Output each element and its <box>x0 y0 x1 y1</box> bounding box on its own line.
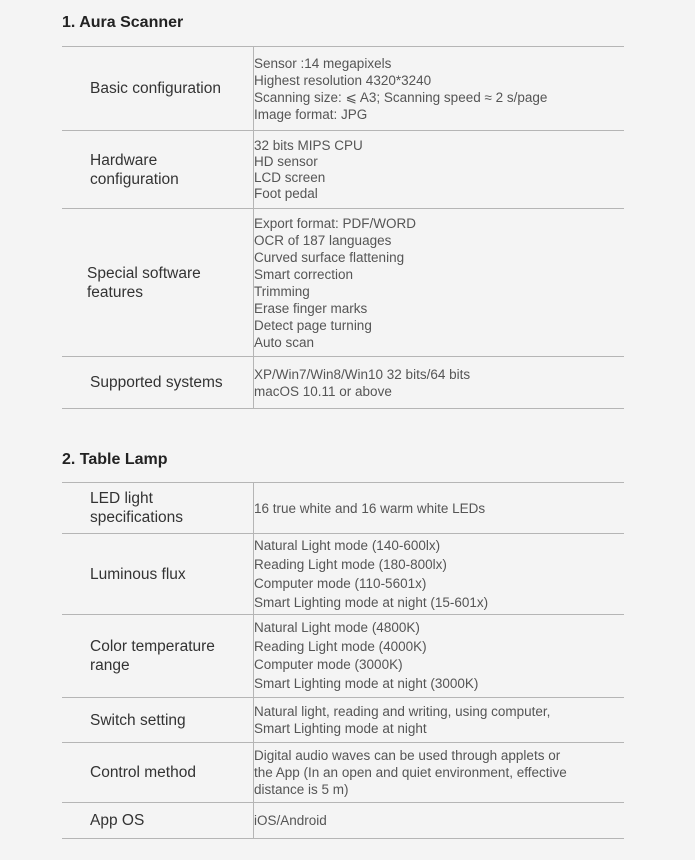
spec-value-cell <box>254 483 625 534</box>
spec-row <box>62 209 624 357</box>
spec-label-cell <box>62 47 254 131</box>
spec-label-cell <box>62 483 254 534</box>
spec-value-cell <box>254 534 625 615</box>
spec-value-line: LCD screen <box>254 169 326 185</box>
spec-label: Basic configuration <box>90 80 221 97</box>
spec-label: Hardware configuration <box>90 151 179 188</box>
spec-row <box>62 803 624 839</box>
spec-value-line: 16 true white and 16 warm white LEDs <box>254 500 486 516</box>
spec-value-line: Detect page turning <box>254 317 372 333</box>
spec-value-line: OCR of 187 languages <box>254 232 392 248</box>
spec-label: Luminous flux <box>90 565 186 583</box>
spec-value-line: Digital audio waves can be used through applets or <box>254 748 561 763</box>
spec-value-line: Computer mode (110-5601x) <box>254 576 427 591</box>
spec-label-cell <box>62 131 254 209</box>
spec-value-line: XP/Win7/Win8/Win10 32 bits/64 bits <box>254 366 471 382</box>
section-title-lamp: 2. Table Lamp <box>62 451 168 468</box>
spec-row <box>62 357 624 409</box>
spec-value-line: Sensor :14 megapixels <box>254 55 392 71</box>
spec-label: Color temperature range <box>90 638 215 674</box>
spec-value-cell <box>254 698 625 743</box>
spec-value-line: Natural Light mode (4800K) <box>254 620 420 635</box>
spec-value-line: Smart correction <box>254 266 354 282</box>
spec-value-line: distance is 5 m) <box>254 782 349 797</box>
spec-value-line: iOS/Android <box>254 813 327 828</box>
spec-value-cell <box>254 743 625 803</box>
spec-value-line: Auto scan <box>254 334 315 350</box>
spec-label: Special software features <box>87 264 201 301</box>
spec-value-line: HD sensor <box>254 153 318 169</box>
spec-value-line: Curved surface flattening <box>254 249 405 265</box>
spec-value-line: Natural Light mode (140-600lx) <box>254 538 441 553</box>
spec-value-cell <box>254 209 625 357</box>
spec-label-cell <box>62 743 254 803</box>
spec-value-line: macOS 10.11 or above <box>254 383 392 399</box>
spec-value-line: Highest resolution 4320*3240 <box>254 72 432 88</box>
spec-row <box>62 615 624 698</box>
spec-value-line: Trimming <box>254 283 310 299</box>
spec-value-cell <box>254 131 625 209</box>
spec-row <box>62 743 624 803</box>
spec-label: App OS <box>90 812 145 829</box>
spec-value-line: Smart Lighting mode at night (15-601x) <box>254 595 489 610</box>
spec-value-line: 32 bits MIPS CPU <box>254 137 363 153</box>
spec-value-cell <box>254 47 625 131</box>
spec-value-line: Reading Light mode (4000K) <box>254 638 427 654</box>
spec-label-cell <box>62 534 254 615</box>
spec-label: Supported systems <box>90 374 223 391</box>
spec-value-line: Export format: PDF/WORD <box>254 215 417 231</box>
spec-value-line: Scanning size: ⩽ A3; Scanning speed ≈ 2 s/page <box>254 89 548 105</box>
section-title-scanner: 1. Aura Scanner <box>62 14 184 31</box>
spec-row <box>62 47 624 131</box>
spec-row <box>62 534 624 615</box>
spec-table-scanner <box>62 46 624 409</box>
spec-value-line: Foot pedal <box>254 185 318 201</box>
spec-row <box>62 483 624 534</box>
spec-value-line: Reading Light mode (180-800lx) <box>254 557 447 572</box>
spec-label: LED light specifications <box>90 490 184 526</box>
spec-value-line: Smart Lighting mode at night <box>254 721 427 736</box>
spec-label: Control method <box>90 764 196 781</box>
spec-table-lamp <box>62 482 624 839</box>
spec-label-cell <box>62 615 254 698</box>
spec-value-line: Natural light, reading and writing, using computer, <box>254 704 551 719</box>
spec-value-line: the App (In an open and quiet environment, effective <box>254 765 567 780</box>
spec-value-cell <box>254 615 625 698</box>
spec-value-line: Image format: JPG <box>254 106 368 122</box>
spec-label-cell <box>62 803 254 839</box>
spec-value-line: Computer mode (3000K) <box>254 657 403 672</box>
spec-value-cell <box>254 803 625 839</box>
spec-value-cell <box>254 357 625 409</box>
spec-value-line: Smart Lighting mode at night (3000K) <box>254 675 479 691</box>
spec-row <box>62 131 624 209</box>
spec-label-cell <box>62 698 254 743</box>
spec-row <box>62 698 624 743</box>
spec-label-cell <box>62 357 254 409</box>
spec-label-cell <box>62 209 254 357</box>
spec-label: Switch setting <box>90 711 186 729</box>
spec-value-line: Erase finger marks <box>254 300 368 316</box>
